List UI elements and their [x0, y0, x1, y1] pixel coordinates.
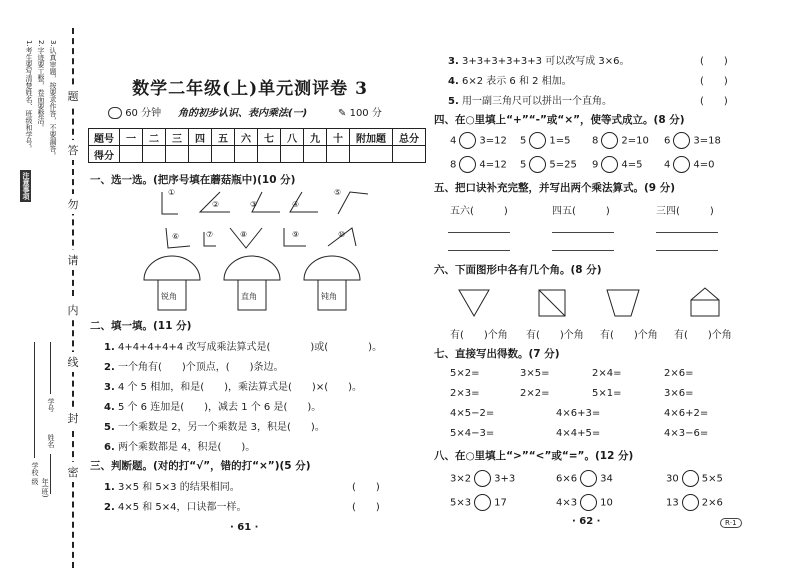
seal-word: 请 — [66, 250, 80, 270]
compare-left: 13 — [666, 497, 679, 509]
rhyme-item[interactable]: 四五( ) — [552, 206, 610, 217]
calc-item[interactable]: 4×6+3= — [556, 408, 601, 419]
judge-item — [104, 478, 240, 493]
triangle-shape — [459, 290, 489, 316]
item-number: 1. — [104, 482, 115, 493]
fill-item[interactable] — [104, 378, 362, 393]
section-6-title: 六、下面图形中各有几个角。(8 分) — [434, 264, 602, 276]
fill-item[interactable] — [104, 358, 284, 373]
op-left: 8 — [450, 159, 457, 171]
op-item — [520, 156, 577, 173]
judge-item — [104, 498, 247, 513]
score-header-cell: 六 — [235, 129, 258, 146]
op-item — [450, 156, 507, 173]
mushroom-label-right: 直角 — [241, 292, 257, 301]
section-5-title: 五、把口诀补充完整，并写出两个乘法算式。(9 分) — [434, 182, 676, 194]
item-text: 4 个 5 相加，和是( )，乘法算式是( )×( )。 — [117, 382, 363, 393]
compare-item — [450, 470, 515, 487]
judge-answer[interactable]: ( ) — [352, 482, 380, 493]
seal-dash-line — [72, 28, 74, 568]
pen-icon: ✎ — [338, 108, 347, 119]
judge-answer[interactable]: ( ) — [700, 76, 728, 87]
item-number: 2. — [104, 362, 115, 373]
op-right: 4=0 — [693, 159, 715, 171]
item-number: 3. — [448, 56, 459, 67]
score-cell[interactable] — [189, 146, 212, 163]
op-circle[interactable] — [673, 156, 690, 173]
calc-item[interactable]: 5×2= — [450, 368, 480, 379]
item-text: 一个角有( )个顶点，( )条边。 — [117, 362, 284, 373]
score-header-cell: 二 — [143, 129, 166, 146]
score-header-row — [89, 129, 426, 146]
score-cell[interactable] — [212, 146, 235, 163]
seal-word: 密 — [66, 462, 80, 482]
school-label: 学校 — [31, 462, 39, 476]
op-item — [450, 132, 507, 149]
op-item — [592, 156, 642, 173]
op-right: 4=12 — [479, 159, 507, 171]
item-text: 用一副三角尺可以拼出一个直角。 — [461, 96, 612, 107]
compare-circle[interactable] — [580, 494, 597, 511]
op-left: 4 — [450, 135, 457, 147]
score-cell[interactable] — [327, 146, 350, 163]
clock-icon — [108, 107, 122, 119]
notice-text-3: 3.认真审题，按要求作答，不要漏答。 — [49, 40, 57, 159]
op-left: 4 — [664, 159, 671, 171]
op-left: 5 — [520, 159, 527, 171]
op-right: 5=25 — [549, 159, 577, 171]
page-title: 数学二年级(上)单元测评卷 3 — [132, 79, 368, 99]
score-table — [88, 128, 426, 163]
calc-item[interactable]: 4×6+2= — [664, 408, 709, 419]
angle-label: ③ — [250, 200, 258, 209]
shape-answer[interactable]: 有( )个角 — [450, 330, 508, 341]
calc-item[interactable]: 4×3−6= — [664, 428, 709, 439]
student-info — [28, 338, 58, 498]
time-limit: 60 分钟 — [125, 108, 162, 119]
score-cell[interactable] — [258, 146, 281, 163]
answer-line[interactable] — [656, 232, 718, 233]
angle-figures — [150, 188, 370, 256]
op-item — [664, 132, 721, 149]
calc-item[interactable]: 5×4−3= — [450, 428, 495, 439]
mushroom-label-acute: 锐角 — [161, 292, 177, 301]
compare-left: 3×2 — [450, 473, 472, 485]
compare-item — [556, 470, 613, 487]
item-text: 6×2 表示 6 和 2 相加。 — [461, 76, 572, 87]
calc-item[interactable]: 3×6= — [664, 388, 694, 399]
calc-item[interactable]: 5×1= — [592, 388, 622, 399]
page-number-left: · 61 · — [230, 522, 259, 533]
shape-figures — [455, 286, 745, 322]
item-text: 两个乘数都是 4，积是( )。 — [117, 442, 256, 453]
judge-item — [448, 92, 612, 107]
op-right: 4=5 — [621, 159, 643, 171]
op-item — [520, 132, 570, 149]
score-header-cell: 一 — [120, 129, 143, 146]
total-score-info — [338, 104, 382, 119]
compare-circle[interactable] — [474, 494, 491, 511]
calc-item[interactable]: 2×6= — [664, 368, 694, 379]
seal-word: 封 — [66, 408, 80, 428]
score-header-cell: 五 — [212, 129, 235, 146]
compare-right: 10 — [600, 497, 613, 509]
answer-line[interactable] — [448, 232, 510, 233]
angle-label: ⑥ — [172, 232, 180, 241]
answer-line[interactable] — [448, 250, 510, 251]
op-right: 3=18 — [693, 135, 721, 147]
compare-right: 5×5 — [701, 473, 723, 485]
score-cell[interactable] — [143, 146, 166, 163]
score-cell[interactable] — [304, 146, 327, 163]
student-id-label: 学号 — [47, 398, 55, 412]
compare-right: 2×6 — [701, 497, 723, 509]
page-number-right: · 62 · — [572, 516, 601, 527]
mushroom-label-obtuse: 钝角 — [321, 292, 337, 301]
item-number: 5. — [448, 96, 459, 107]
calc-item[interactable]: 2×2= — [520, 388, 550, 399]
student-id-field[interactable] — [50, 342, 51, 394]
op-item — [664, 156, 714, 173]
item-number: 2. — [104, 502, 115, 513]
seal-word: 题 — [66, 86, 80, 106]
fill-item[interactable] — [104, 338, 382, 353]
answer-line[interactable] — [552, 250, 614, 251]
fill-item[interactable] — [104, 418, 325, 433]
trapezoid-shape — [607, 290, 639, 316]
section-8-title: 八、在○里填上“>”“<”或“=”。(12 分) — [434, 450, 634, 462]
compare-right: 3+3 — [494, 473, 516, 485]
compare-item — [666, 494, 723, 511]
compare-circle[interactable] — [580, 470, 597, 487]
judge-item — [448, 72, 572, 87]
fill-item[interactable] — [104, 398, 321, 413]
item-number: 4. — [104, 402, 115, 413]
class-label: 年(班)级 — [31, 478, 49, 498]
compare-left: 6×6 — [556, 473, 578, 485]
op-circle[interactable] — [529, 132, 546, 149]
item-number: 3. — [104, 382, 115, 393]
house-shape — [691, 288, 719, 316]
name-label: 姓名 — [47, 434, 55, 448]
total-score: 100 分 — [349, 108, 382, 119]
item-number: 5. — [104, 422, 115, 433]
op-circle[interactable] — [529, 156, 546, 173]
answer-line[interactable] — [552, 232, 614, 233]
item-text: 4+4+4+4+4 改写成乘法算式是( )或( )。 — [117, 342, 383, 353]
op-circle[interactable] — [459, 156, 476, 173]
item-number: 1. — [104, 342, 115, 353]
judge-answer[interactable]: ( ) — [700, 56, 728, 67]
angle-label: ④ — [292, 200, 300, 209]
item-text: 3+3+3+3+3+3 可以改写成 3×6。 — [461, 56, 630, 67]
shape-answer[interactable]: 有( )个角 — [600, 330, 658, 341]
angle-label: ⑦ — [206, 230, 214, 239]
seal-word: 勿 — [66, 194, 80, 214]
mushroom-bins — [140, 254, 370, 314]
score-cell[interactable] — [166, 146, 189, 163]
judge-item — [448, 52, 629, 67]
notice-label: 注意事项 — [22, 172, 30, 200]
compare-right: 17 — [494, 497, 507, 509]
notice-text-2: 2.字迹要工整，卷面要整洁。 — [37, 40, 45, 131]
op-right: 3=12 — [479, 135, 507, 147]
score-row-label: 得分 — [89, 146, 120, 163]
op-circle[interactable] — [459, 132, 476, 149]
judge-answer[interactable]: ( ) — [700, 96, 728, 107]
seal-word: 内 — [66, 300, 80, 320]
section-4-title: 四、在○里填上“+”“-”或“×”，使等式成立。(8 分) — [434, 114, 685, 126]
op-left: 6 — [664, 135, 671, 147]
calc-item[interactable]: 2×4= — [592, 368, 622, 379]
score-header-cell: 九 — [304, 129, 327, 146]
compare-circle[interactable] — [474, 470, 491, 487]
score-header-cell: 四 — [189, 129, 212, 146]
compare-circle[interactable] — [682, 494, 699, 511]
score-cell[interactable] — [393, 146, 426, 163]
score-header-cell: 三 — [166, 129, 189, 146]
op-left: 8 — [592, 135, 599, 147]
op-circle[interactable] — [673, 132, 690, 149]
score-cell[interactable] — [350, 146, 393, 163]
square-with-diagonal-shape — [539, 290, 565, 316]
calc-item[interactable]: 2×3= — [450, 388, 480, 399]
item-number: 4. — [448, 76, 459, 87]
section-1-title: 一、选一选。(把序号填在蘑菇瓶中)(10 分) — [90, 174, 296, 186]
angle-label: ⑤ — [334, 188, 342, 197]
op-right: 2=10 — [621, 135, 649, 147]
seal-word: 线 — [66, 352, 80, 372]
item-number: 6. — [104, 442, 115, 453]
score-cell[interactable] — [235, 146, 258, 163]
judge-answer[interactable]: ( ) — [352, 502, 380, 513]
compare-circle[interactable] — [682, 470, 699, 487]
time-info — [108, 104, 161, 119]
item-text: 3×5 和 5×3 的结果相同。 — [117, 482, 240, 493]
op-left: 9 — [592, 159, 599, 171]
score-header-cell: 题号 — [89, 129, 120, 146]
score-cell[interactable] — [120, 146, 143, 163]
op-circle[interactable] — [601, 132, 618, 149]
score-cell[interactable] — [281, 146, 304, 163]
angle-label: ① — [168, 188, 176, 197]
op-item — [592, 132, 649, 149]
shape-answer[interactable]: 有( )个角 — [526, 330, 584, 341]
angle-label: ② — [212, 200, 220, 209]
compare-left: 4×3 — [556, 497, 578, 509]
score-header-cell: 总分 — [393, 129, 426, 146]
compare-item — [556, 494, 613, 511]
compare-item — [666, 470, 723, 487]
section-2-title: 二、填一填。(11 分) — [90, 320, 192, 332]
calc-item[interactable]: 3×5= — [520, 368, 550, 379]
notice-text-1: 1.考生要写清楚姓名、班级和学号。 — [25, 40, 33, 152]
op-right: 1=5 — [549, 135, 571, 147]
section-3-title: 三、判断题。(对的打“√”，错的打“×”)(5 分) — [90, 460, 311, 472]
compare-left: 30 — [666, 473, 679, 485]
compare-right: 34 — [600, 473, 613, 485]
name-field[interactable] — [50, 454, 51, 494]
score-header-cell: 附加题 — [350, 129, 393, 146]
item-text: 5 个 6 连加是( )，减去 1 个 6 是( )。 — [117, 402, 322, 413]
op-left: 5 — [520, 135, 527, 147]
school-field[interactable] — [34, 342, 35, 458]
shape-answer[interactable]: 有( )个角 — [674, 330, 732, 341]
rhyme-item[interactable]: 五六( ) — [450, 206, 508, 217]
angle-label: ⑩ — [338, 230, 346, 239]
score-header-cell: 十 — [327, 129, 350, 146]
edition-tag: R·1 — [720, 518, 742, 528]
compare-left: 5×3 — [450, 497, 472, 509]
calc-item[interactable]: 4×5−2= — [450, 408, 495, 419]
angle-5 — [338, 192, 368, 214]
item-text: 4×5 和 5×4，口诀都一样。 — [117, 502, 247, 513]
item-text: 一个乘数是 2，另一个乘数是 3，积是( )。 — [117, 422, 325, 433]
score-header-cell: 八 — [281, 129, 304, 146]
topic: 角的初步认识、表内乘法(一) — [178, 108, 308, 119]
compare-item — [450, 494, 507, 511]
calc-item[interactable]: 4×4+5= — [556, 428, 601, 439]
angle-label: ⑧ — [240, 230, 248, 239]
seal-word: 答 — [66, 140, 80, 160]
answer-line[interactable] — [656, 250, 718, 251]
rhyme-item[interactable]: 三四( ) — [656, 206, 714, 217]
fill-item[interactable] — [104, 438, 255, 453]
op-circle[interactable] — [601, 156, 618, 173]
section-7-title: 七、直接写出得数。(7 分) — [434, 348, 560, 360]
angle-label: ⑨ — [292, 230, 300, 239]
score-header-cell: 七 — [258, 129, 281, 146]
score-row — [89, 146, 426, 163]
